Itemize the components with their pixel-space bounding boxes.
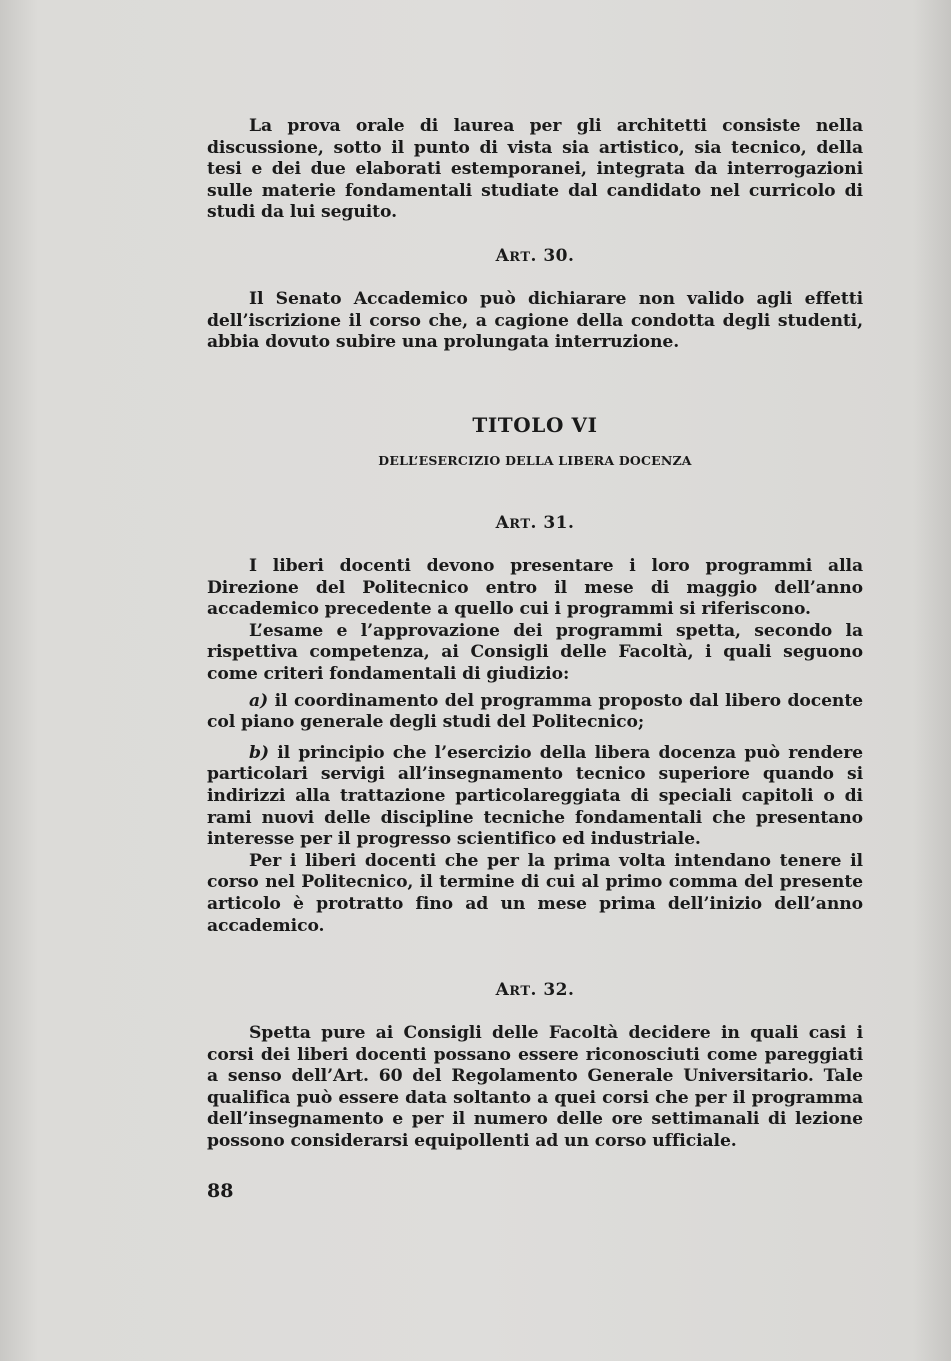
art-32-heading-number: . 32. xyxy=(530,980,575,1000)
art-32-heading-prefix: A xyxy=(495,980,510,1000)
art-30-heading-small: RT xyxy=(509,250,531,265)
art-31-heading-number: . 31. xyxy=(530,513,575,533)
titolo-title: TITOLO VI xyxy=(472,413,598,437)
art-32-heading-small: RT xyxy=(509,984,531,999)
art-30-heading xyxy=(207,246,863,266)
art-31-item-a-label: a) xyxy=(249,690,269,711)
art-31-paragraph-2: L’esame e l’approvazione dei programmi spetta, secondo la rispettiva competenza, ai Consigli delle Facoltà, i quali seguono come criteri fondamentali di giudizio: xyxy=(207,620,863,684)
art-31-item-b xyxy=(207,743,863,851)
art-31-item-a-text: il coordinamento del programma proposto dal libero docente col piano generale degli studi del Politecnico; xyxy=(207,690,863,733)
art-31-paragraph-3: Per i liberi docenti che per la prima volta intendano tenere il corso nel Politecnico, il termine di cui al primo comma del presente articolo è protratto fino ad un mese prima dell’inizio dell’anno accademico. xyxy=(207,850,863,936)
art-31-item-b-text: il principio che l’esercizio della libera docenza può rendere particolari servigi all’insegnamento tecnico superiore quando si indirizzi alla trattazione particolareggiata di speciali capitoli o di rami nuovi delle discipline tecniche fondamentali che presentano interesse per il progresso scientifico ed industriale. xyxy=(207,742,863,850)
art-31-item-b-label: b) xyxy=(249,742,269,763)
art-32-text: Spetta pure ai Consigli delle Facoltà decidere in quali casi i corsi dei liberi docenti possano essere riconosciuti come pareggiati a senso dell’Art. 60 del Regolamento Generale Universitario. Tale qualifica può essere data soltanto a quei corsi che per il programma dell’insegnamento e per il numero delle ore settimanali di lezione possono considerarsi equipollenti ad un corso ufficiale. xyxy=(207,1023,863,1151)
art-30-heading-number: . 30. xyxy=(530,246,575,266)
page-number: 88 xyxy=(207,1180,234,1202)
art-31-item-a xyxy=(207,691,863,734)
art-31-paragraph-1: I liberi docenti devono presentare i loro programmi alla Direzione del Politecnico entro il mese di maggio dell’anno accademico precedente a quello cui i programmi si riferiscono. xyxy=(207,556,863,620)
art-32-heading xyxy=(207,980,863,1000)
intro-paragraph-block xyxy=(207,116,863,224)
art-31-heading-prefix: A xyxy=(495,513,510,533)
art-30-text: Il Senato Accademico può dichiarare non valido agli effetti dell’iscrizione il corso che, a cagione della condotta degli studenti, abbia dovuto subire una prolungata interruzione. xyxy=(207,289,863,353)
intro-paragraph: La prova orale di laurea per gli architetti consiste nella discussione, sotto il punto di vista sia artistico, sia tecnico, della tesi e dei due elaborati estemporanei, integrata da interrogazioni sulle materie fondamentali studiate dal candidato nel curricolo di studi da lui seguito. xyxy=(207,116,863,223)
art-31-block xyxy=(207,556,863,937)
art-31-heading xyxy=(207,513,863,533)
art-31-heading-small: RT xyxy=(509,517,531,532)
art-30-block xyxy=(207,289,863,354)
art-30-heading-prefix: A xyxy=(495,246,510,266)
art-32-block xyxy=(207,1023,863,1153)
titolo-subtitle: DELL’ESERCIZIO DELLA LIBERA DOCENZA xyxy=(378,453,692,468)
